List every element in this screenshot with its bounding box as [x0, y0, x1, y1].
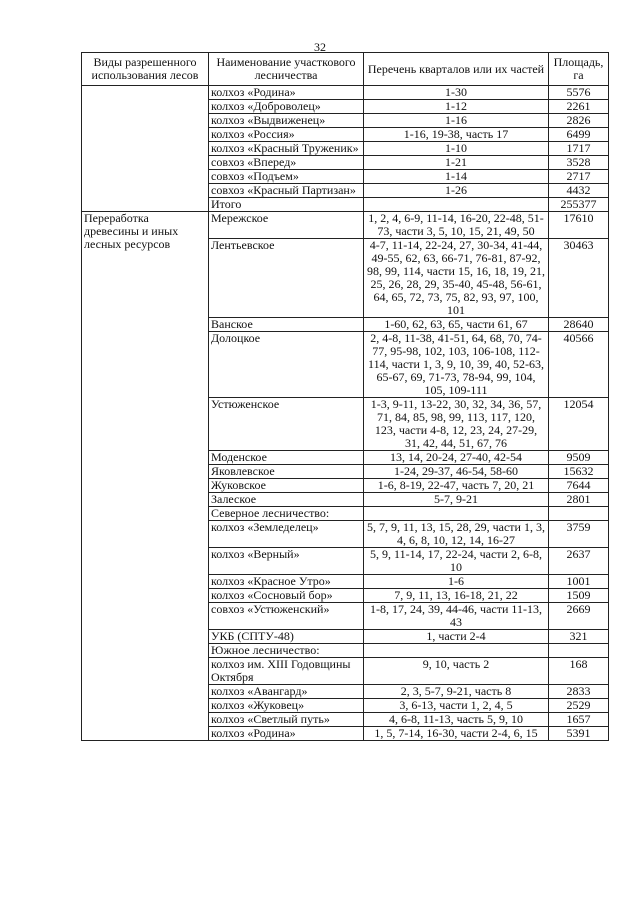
quarters-cell: 2, 3, 5-7, 9-21, часть 8 — [364, 685, 549, 699]
quarters-cell: 1, части 2-4 — [364, 630, 549, 644]
area-cell: 1509 — [549, 589, 609, 603]
area-cell: 255377 — [549, 198, 609, 212]
quarters-cell: 1-26 — [364, 184, 549, 198]
quarters-cell: 2, 4-8, 11-38, 41-51, 64, 68, 70, 74-77, 95-98, 102, 103, 106-108, 112-114, части 1, 3, 9, 10, 39, 40, 52-63, 65-67, 69, 71-73, 78-94, 99, 104, 105, 109-111 — [364, 332, 549, 398]
quarters-cell: 1-21 — [364, 156, 549, 170]
area-cell: 2529 — [549, 699, 609, 713]
use-type-cell-continued — [82, 86, 209, 212]
header-use-type: Виды разрешенного использования лесов — [82, 53, 209, 86]
quarters-cell: 5, 7, 9, 11, 13, 15, 28, 29, части 1, 3, 4, 6, 8, 10, 12, 14, 16-27 — [364, 521, 549, 548]
quarters-cell: 1-16 — [364, 114, 549, 128]
quarters-cell: 1-3, 9-11, 13-22, 30, 32, 34, 36, 57, 71, 84, 85, 98, 99, 113, 117, 120, 123, части 4-8, 12, 23, 24, 27-29, 31, 42, 44, 51, 67, 76 — [364, 398, 549, 451]
quarters-cell: 1-10 — [364, 142, 549, 156]
quarters-cell: 3, 6-13, части 1, 2, 4, 5 — [364, 699, 549, 713]
quarters-cell: 4-7, 11-14, 22-24, 27, 30-34, 41-44, 49-55, 62, 63, 66-71, 76-81, 87-92, 98, 99, 114, части 15, 16, 18, 19, 21, 25, 26, 28, 29, 35-40, 45-48, 56-61, 64, 65, 72, 73, 75, 82, 93, 97, 100, 101 — [364, 239, 549, 318]
quarters-cell: 1, 2, 4, 6-9, 11-14, 16-20, 22-48, 51-73, части 3, 5, 10, 15, 21, 49, 50 — [364, 212, 549, 239]
table-header-row — [82, 53, 609, 86]
quarters-cell: 1-6 — [364, 575, 549, 589]
area-cell: 12054 — [549, 398, 609, 451]
area-cell — [549, 644, 609, 658]
quarters-cell: 1, 5, 7-14, 16-30, части 2-4, 6, 15 — [364, 727, 549, 741]
quarters-cell: 7, 9, 11, 13, 16-18, 21, 22 — [364, 589, 549, 603]
quarters-cell: 9, 10, часть 2 — [364, 658, 549, 685]
area-cell: 2826 — [549, 114, 609, 128]
quarters-cell — [364, 198, 549, 212]
area-cell: 2801 — [549, 493, 609, 507]
forestry-name-cell: колхоз «Родина» — [209, 86, 364, 100]
area-cell: 9509 — [549, 451, 609, 465]
header-quarters: Перечень кварталов или их частей — [364, 53, 549, 86]
area-cell: 2637 — [549, 548, 609, 575]
forestry-name-cell: Устюженское — [209, 398, 364, 451]
header-area: Площадь, га — [549, 53, 609, 86]
area-cell: 28640 — [549, 318, 609, 332]
forestry-name-cell: совхоз «Вперед» — [209, 156, 364, 170]
area-cell: 2717 — [549, 170, 609, 184]
section-b-rows — [82, 212, 609, 741]
use-type-cell: Переработка древесины и иных лесных ресурсов — [82, 212, 209, 741]
area-cell: 168 — [549, 658, 609, 685]
area-cell: 3528 — [549, 156, 609, 170]
area-cell — [549, 507, 609, 521]
area-cell: 3759 — [549, 521, 609, 548]
forestry-name-cell: совхоз «Устюженский» — [209, 603, 364, 630]
forestry-name-cell: Северное лесничество: — [209, 507, 364, 521]
quarters-cell — [364, 644, 549, 658]
area-cell: 15632 — [549, 465, 609, 479]
area-cell: 5391 — [549, 727, 609, 741]
forestry-name-cell: колхоз «Красное Утро» — [209, 575, 364, 589]
forestry-name-cell: колхоз «Выдвиженец» — [209, 114, 364, 128]
area-cell: 4432 — [549, 184, 609, 198]
quarters-cell: 4, 6-8, 11-13, часть 5, 9, 10 — [364, 713, 549, 727]
quarters-cell: 5, 9, 11-14, 17, 22-24, части 2, 6-8, 10 — [364, 548, 549, 575]
forestry-name-cell: Ванское — [209, 318, 364, 332]
area-cell: 6499 — [549, 128, 609, 142]
page-number: 32 — [314, 40, 326, 54]
forestry-name-cell: колхоз «Красный Труженик» — [209, 142, 364, 156]
area-cell: 2261 — [549, 100, 609, 114]
forestry-name-cell: Яковлевское — [209, 465, 364, 479]
forestry-name-cell: Южное лесничество: — [209, 644, 364, 658]
forestry-name-cell: Итого — [209, 198, 364, 212]
forestry-name-cell: Залеское — [209, 493, 364, 507]
forestry-name-cell: колхоз «Верный» — [209, 548, 364, 575]
forestry-name-cell: колхоз «Родина» — [209, 727, 364, 741]
forestry-name-cell: Лентьевское — [209, 239, 364, 318]
area-cell: 7644 — [549, 479, 609, 493]
quarters-cell: 1-24, 29-37, 46-54, 58-60 — [364, 465, 549, 479]
forestry-name-cell: колхоз «Жуковец» — [209, 699, 364, 713]
forestry-name-cell: колхоз «Авангард» — [209, 685, 364, 699]
table-row — [82, 212, 609, 239]
forest-use-table — [81, 52, 609, 741]
area-cell: 2669 — [549, 603, 609, 630]
quarters-cell: 13, 14, 20-24, 27-40, 42-54 — [364, 451, 549, 465]
area-cell: 2833 — [549, 685, 609, 699]
forestry-name-cell: УКБ (СПТУ-48) — [209, 630, 364, 644]
area-cell: 5576 — [549, 86, 609, 100]
header-forestry-name: Наименование участкового лесничества — [209, 53, 364, 86]
quarters-cell: 1-14 — [364, 170, 549, 184]
quarters-cell: 1-16, 19-38, часть 17 — [364, 128, 549, 142]
table-row — [82, 86, 609, 100]
quarters-cell: 1-60, 62, 63, 65, части 61, 67 — [364, 318, 549, 332]
forestry-name-cell: Мережское — [209, 212, 364, 239]
forestry-name-cell: совхоз «Подъем» — [209, 170, 364, 184]
forestry-name-cell: Жуковское — [209, 479, 364, 493]
quarters-cell: 1-12 — [364, 100, 549, 114]
forestry-name-cell: колхоз «Доброволец» — [209, 100, 364, 114]
area-cell: 1717 — [549, 142, 609, 156]
area-cell: 17610 — [549, 212, 609, 239]
area-cell: 321 — [549, 630, 609, 644]
forestry-name-cell: колхоз «Сосновый бор» — [209, 589, 364, 603]
forestry-name-cell: колхоз «Светлый путь» — [209, 713, 364, 727]
area-cell: 1657 — [549, 713, 609, 727]
forestry-name-cell: Моденское — [209, 451, 364, 465]
quarters-cell: 5-7, 9-21 — [364, 493, 549, 507]
section-a-rows — [82, 86, 609, 212]
quarters-cell: 1-6, 8-19, 22-47, часть 7, 20, 21 — [364, 479, 549, 493]
forestry-name-cell: Долоцкое — [209, 332, 364, 398]
quarters-cell: 1-30 — [364, 86, 549, 100]
forestry-name-cell: совхоз «Красный Партизан» — [209, 184, 364, 198]
area-cell: 30463 — [549, 239, 609, 318]
quarters-cell — [364, 507, 549, 521]
quarters-cell: 1-8, 17, 24, 39, 44-46, части 11-13, 43 — [364, 603, 549, 630]
forestry-name-cell: колхоз «Россия» — [209, 128, 364, 142]
forestry-name-cell: колхоз им. XIII Годовщины Октября — [209, 658, 364, 685]
area-cell: 40566 — [549, 332, 609, 398]
area-cell: 1001 — [549, 575, 609, 589]
forestry-name-cell: колхоз «Земледелец» — [209, 521, 364, 548]
